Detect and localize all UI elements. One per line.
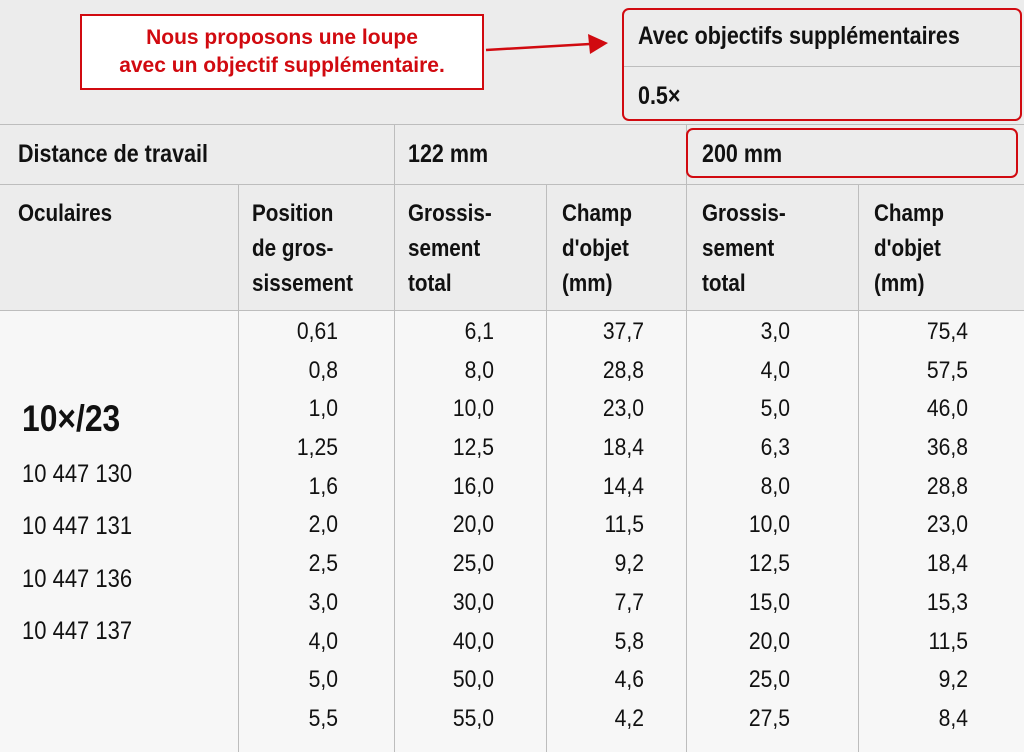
table-cell: 11,5 — [928, 627, 968, 655]
table-cell: 9,2 — [614, 550, 644, 578]
table-cell: 4,0 — [308, 627, 338, 655]
column-position — [250, 312, 338, 738]
table-cell: 28,8 — [602, 356, 644, 384]
table-cell: 1,25 — [296, 434, 338, 462]
distance-200: 200 mm — [702, 140, 783, 168]
table-cell: 14,4 — [602, 472, 644, 500]
table-cell: 6,1 — [464, 318, 494, 345]
eyepiece-name: 10×/23 — [22, 398, 121, 439]
table-cell: 20,0 — [452, 511, 494, 539]
table-cell: 1,0 — [308, 395, 338, 423]
table-cell: 23,0 — [602, 395, 644, 423]
header-champ-122: Champ d'objet (mm) — [562, 200, 632, 297]
table-cell: 46,0 — [926, 395, 968, 423]
working-distance-label: Distance de travail — [18, 140, 209, 168]
column-field-122 — [558, 312, 644, 738]
table-cell: 55,0 — [452, 704, 494, 732]
header-position: Position de gros- sissement — [252, 200, 353, 297]
column-mag-200 — [698, 312, 790, 738]
table-cell: 75,4 — [926, 318, 968, 345]
table-cell: 18,4 — [926, 550, 968, 578]
distance-122: 122 mm — [408, 140, 489, 168]
table-cell: 36,8 — [926, 434, 968, 462]
table-cell: 50,0 — [452, 666, 494, 694]
table-cell: 3,0 — [760, 318, 790, 345]
table-cell: 10,0 — [452, 395, 494, 423]
header-grossissement-122: Grossis- sement total — [408, 200, 492, 297]
table-cell: 18,4 — [602, 434, 644, 462]
table-cell: 4,6 — [614, 666, 644, 694]
table-cell: 2,0 — [308, 511, 338, 539]
table-cell: 12,5 — [452, 434, 494, 462]
table-cell: 5,0 — [308, 666, 338, 694]
table-cell: 15,3 — [926, 588, 968, 616]
table-cell: 5,5 — [308, 704, 338, 732]
callout-line-2: avec un objectif supplémentaire. — [119, 54, 445, 77]
column-field-200 — [871, 312, 968, 738]
table-cell: 5,8 — [614, 627, 644, 655]
table-cell: 10,0 — [748, 511, 790, 539]
table-cell: 5,0 — [760, 395, 790, 423]
callout-line-1: Nous proposons une loupe — [146, 26, 418, 49]
table-cell: 40,0 — [452, 627, 494, 655]
table-cell: 27,5 — [748, 704, 790, 732]
table-cell: 3,0 — [308, 588, 338, 616]
table-cell: 8,0 — [464, 356, 494, 384]
eyepiece-code: 10 447 137 — [22, 617, 133, 645]
callout-arrow — [484, 30, 614, 60]
table-cell: 4,2 — [614, 704, 644, 732]
table-cell: 20,0 — [748, 627, 790, 655]
table-cell: 15,0 — [748, 588, 790, 616]
eyepiece-code: 10 447 130 — [22, 460, 133, 488]
table-cell: 6,3 — [760, 434, 790, 462]
table-cell: 0,8 — [308, 356, 338, 384]
table-cell: 0,61 — [296, 318, 338, 345]
table-cell: 11,5 — [604, 511, 644, 539]
header-champ-200: Champ d'objet (mm) — [874, 200, 944, 297]
table-cell: 57,5 — [926, 356, 968, 384]
table-cell: 8,4 — [938, 704, 968, 732]
table-cell: 12,5 — [748, 550, 790, 578]
table-cell: 1,6 — [308, 472, 338, 500]
table-cell: 37,7 — [602, 318, 644, 345]
header-grossissement-200: Grossis- sement total — [702, 200, 786, 297]
eyepiece-code: 10 447 131 — [22, 512, 133, 540]
column-mag-122 — [406, 312, 494, 738]
objectives-title: Avec objectifs supplémentaires — [638, 22, 960, 50]
table-cell: 28,8 — [926, 472, 968, 500]
table-cell: 9,2 — [938, 666, 968, 694]
header-oculaires: Oculaires — [18, 200, 113, 227]
table-cell: 8,0 — [760, 472, 790, 500]
table-cell: 16,0 — [452, 472, 494, 500]
table-cell: 2,5 — [308, 550, 338, 578]
objectives-value: 0.5× — [638, 82, 681, 110]
table-cell: 30,0 — [452, 588, 494, 616]
eyepiece-code: 10 447 136 — [22, 565, 133, 593]
table-cell: 7,7 — [614, 588, 644, 616]
table-cell: 25,0 — [452, 550, 494, 578]
table-cell: 23,0 — [926, 511, 968, 539]
table-cell: 25,0 — [748, 666, 790, 694]
callout-box — [80, 14, 484, 90]
table-cell: 4,0 — [760, 356, 790, 384]
